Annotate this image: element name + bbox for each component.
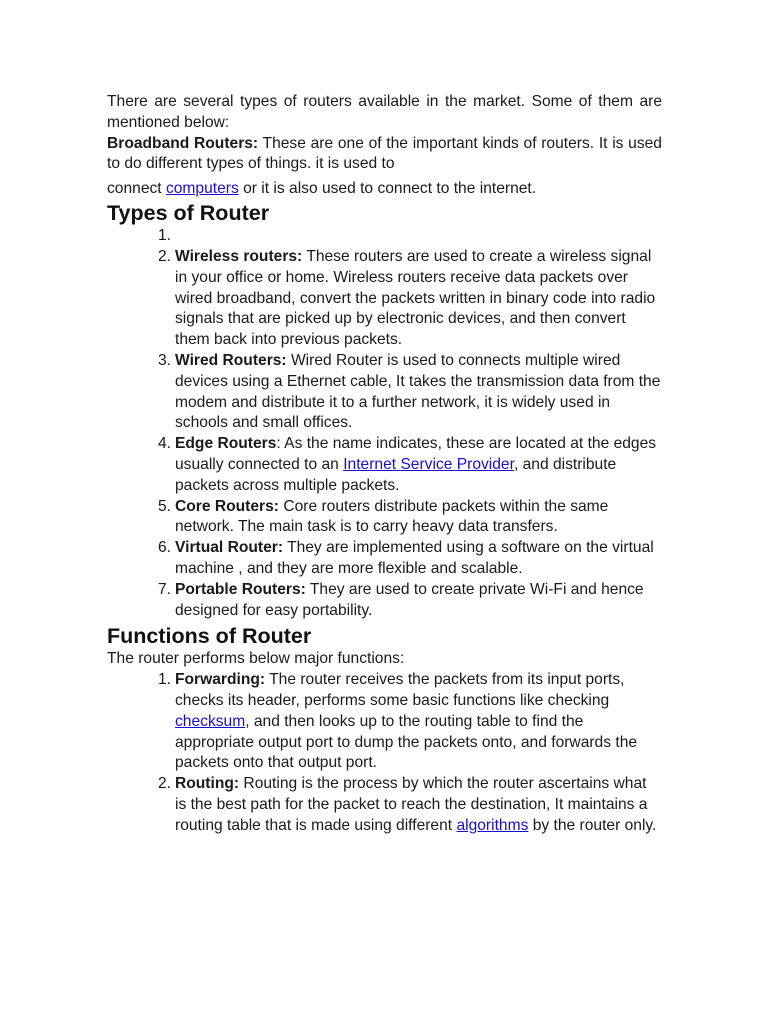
- item-text: Routing is the process by which the router ascertains what is the best path for the packet to reach the destination, It maintains a routing table that is made using different: [175, 775, 648, 834]
- item-term: Wireless routers:: [175, 247, 303, 265]
- list-item-wired-routers: [157, 351, 662, 434]
- item-term: Routing:: [175, 775, 240, 793]
- list-number: 5.: [157, 497, 171, 515]
- document-page: [107, 92, 662, 837]
- list-item-core-routers: [157, 497, 662, 539]
- item-text-post: , and distribute packets across multiple packets.: [175, 455, 617, 494]
- list-item-forwarding: [157, 670, 662, 774]
- checksum-link[interactable]: checksum: [175, 712, 246, 730]
- types-list: [107, 226, 662, 621]
- item-term: Forwarding:: [175, 671, 266, 689]
- list-number: 4.: [157, 435, 171, 453]
- broadband-term: Broadband Routers:: [107, 134, 259, 152]
- item-text: They are used to create private Wi-Fi and hence designed for easy portability.: [175, 580, 644, 619]
- item-text-post: by the router only.: [528, 816, 657, 834]
- item-text: Core routers distribute packets within the same network. The main task is to carry heavy data transfers.: [175, 497, 609, 536]
- list-number: 1.: [157, 671, 171, 689]
- broadband-paragraph-continued: [107, 179, 662, 200]
- list-item: [157, 226, 662, 247]
- internet-service-provider-link[interactable]: Internet Service Provider: [343, 455, 514, 473]
- item-text: They are implemented using a software on the virtual machine , and they are more flexible and scalable.: [175, 539, 654, 577]
- functions-lead-text: The router performs below major functions:: [107, 650, 405, 668]
- item-text: Wired Router is used to connects multiple wired devices using a Ethernet cable, It takes the transmission data from the modem and distribute it to a further network, it is widely used in schools and small offices.: [175, 351, 661, 432]
- intro-block: [107, 92, 662, 200]
- list-item-edge-routers: [157, 434, 662, 496]
- list-number: 2.: [157, 775, 171, 793]
- item-term: Wired Routers:: [175, 351, 287, 369]
- types-of-router-heading: Types of Router: [107, 200, 270, 225]
- broadband-connect-text: connect: [107, 180, 166, 198]
- functions-of-router-heading: Functions of Router: [107, 624, 312, 649]
- intro-paragraph: [107, 92, 662, 134]
- item-text: These routers are used to create a wireless signal in your office or home. Wireless routers receive data packets over wired broadband, convert the packets written in binary code into radio signals that are picked up by electronic devices, and then convert them back into previous packets.: [175, 247, 656, 349]
- item-term: Core Routers:: [175, 497, 279, 515]
- list-number: 7.: [157, 580, 171, 598]
- intro-text: There are several types of routers available in the market. Some of them are mentioned below:: [107, 93, 662, 131]
- list-number: 2.: [157, 247, 171, 265]
- list-item-wireless-routers: [157, 247, 662, 351]
- functions-list: [107, 670, 662, 836]
- item-text-post: , and then looks up to the routing table to find the appropriate output port to dump the packets onto, and forwards the packets onto that output port.: [175, 712, 638, 772]
- algorithms-link[interactable]: algorithms: [456, 816, 529, 834]
- list-number: 6.: [157, 539, 171, 557]
- list-item-routing: [157, 774, 662, 836]
- broadband-internet-text: or it is also used to connect to the internet.: [238, 180, 537, 198]
- list-number: 1.: [157, 226, 171, 244]
- list-item-virtual-router: [157, 538, 662, 580]
- list-item-portable-routers: [157, 580, 662, 622]
- broadband-text: These are one of the important kinds of routers. It is used to do different types of things. it is used to: [107, 134, 662, 173]
- item-term: Virtual Router:: [175, 539, 284, 557]
- item-term: Portable Routers:: [175, 580, 306, 598]
- item-text: The router receives the packets from its input ports, checks its header, performs some basic functions like checking: [175, 671, 625, 709]
- broadband-paragraph: [107, 134, 662, 176]
- computers-link[interactable]: computers: [165, 180, 239, 198]
- item-text: : As the name indicates, these are located at the edges usually connected to an: [175, 435, 657, 473]
- list-number: 3.: [157, 351, 171, 369]
- item-term: Edge Routers: [175, 435, 277, 453]
